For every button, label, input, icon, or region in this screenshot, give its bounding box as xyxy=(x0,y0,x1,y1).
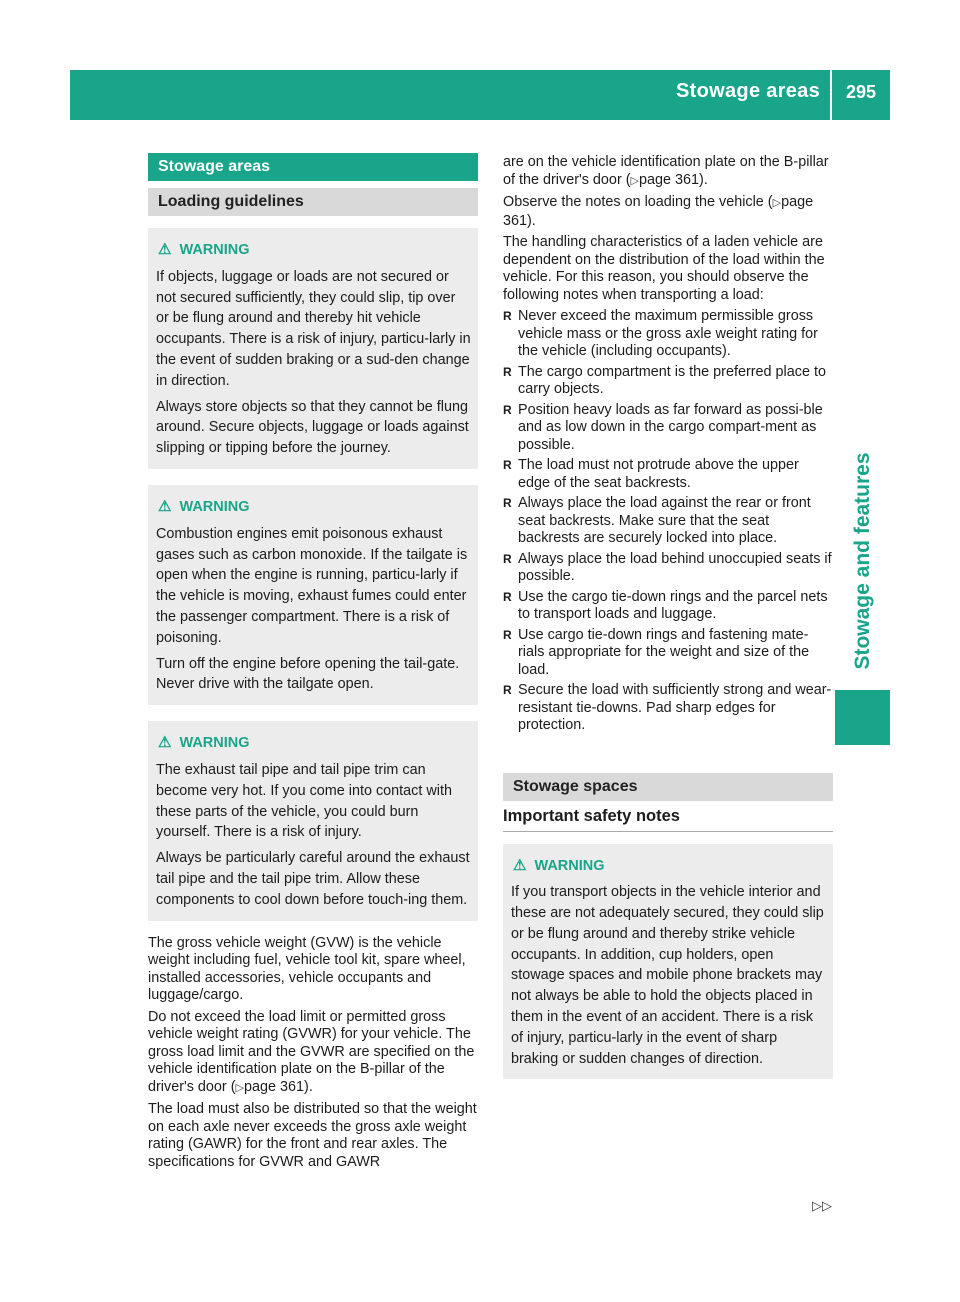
warning-heading xyxy=(156,733,472,754)
body-paragraph: The load must also be distributed so that the weight on each axle never exceeds the gross axle weight rating (GAWR) for the front and rear axles. The specifications for GVWR and GAWR xyxy=(148,1101,477,1170)
warning-paragraph: Always be particularly careful around the exhaust tail pipe and the tail pipe trim. Allow these components to cool down before touch-ing them. xyxy=(156,850,470,908)
warning-paragraph: If you transport objects in the vehicle interior and these are not adequately secured, they could slip or be flung around and thereby strike vehicle occupants. In addition, cup holders, open stowage spaces and mobile phone brackets may not always be able to hold the objects placed in them in the event of an accident. There is a risk of injury, particu-larly in the event of sharp braking or sudden changes of direction. xyxy=(511,884,824,1067)
list-item: R Use the cargo tie-down rings and the parcel nets to transport loads and luggage. xyxy=(503,589,833,624)
body-paragraph: Do not exceed the load limit or permitted gross vehicle weight rating (GVWR) for your vehicle. The gross load limit and the GVWR are specified on the vehicle identification plate on the B-pillar of the driver's door (▷page 361). xyxy=(148,1008,475,1095)
list-item: R The load must not protrude above the upper edge of the seat backrests. xyxy=(503,457,833,492)
body-text xyxy=(503,154,833,304)
warning-paragraph: The exhaust tail pipe and tail pipe trim can become very hot. If you come into contact with these parts of the vehicle, you could burn yourself. There is a risk of injury. xyxy=(156,761,452,841)
warning-paragraph: If objects, luggage or loads are not secured or not secured sufficiently, they could slip, tip over or be flung around and thereby hit vehicle occupants. There is a risk of injury, particu-larly in the event of sudden braking or a sud-den change in direction. xyxy=(156,268,471,389)
page-header xyxy=(70,70,890,120)
page-number: 295 xyxy=(845,82,876,102)
list-item: R Never exceed the maximum permissible gross vehicle mass or the gross axle weight rating for the vehicle (including occupants). xyxy=(503,308,833,361)
page-reference-link[interactable]: page 361 xyxy=(639,171,700,188)
header-title: Stowage areas xyxy=(676,80,820,102)
warning-paragraph: Combustion engines emit poisonous exhaust gases such as carbon monoxide. If the tailgate is open when the engine is running, particu-larly if the vehicle is moving, exhaust fumes could enter the passenger compartment. There is a risk of poisoning. xyxy=(156,525,468,646)
warning-label: WARNING xyxy=(534,857,605,874)
subsection-title: Loading guidelines xyxy=(148,188,478,216)
list-item: R Use cargo tie-down rings and fastening mate-rials appropriate for the weight and size of the load. xyxy=(503,627,833,680)
side-chapter-marker xyxy=(835,690,890,745)
warning-box xyxy=(148,721,478,920)
right-column xyxy=(503,154,833,1079)
body-paragraph: are on the vehicle identification plate on the B-pillar of the driver's door (▷page 361). xyxy=(503,154,829,188)
header-divider xyxy=(830,70,832,120)
warning-triangle-icon: ⚠ xyxy=(513,856,527,874)
warning-heading xyxy=(156,240,472,261)
left-column xyxy=(148,153,478,1175)
page-ref-arrow-icon: ▷ xyxy=(235,1081,244,1094)
warning-heading xyxy=(156,497,472,518)
section-title: Stowage areas xyxy=(148,153,478,181)
warning-triangle-icon: ⚠ xyxy=(158,241,172,258)
warning-label: WARNING xyxy=(179,242,250,258)
warning-triangle-icon: ⚠ xyxy=(158,734,172,752)
loading-notes-list xyxy=(503,308,833,735)
list-item: R Position heavy loads as far forward as possi-ble and as low down in the cargo compart-ment as possible. xyxy=(503,402,833,455)
list-item: R The cargo compartment is the preferred place to carry objects. xyxy=(503,364,833,399)
page-ref-arrow-icon: ▷ xyxy=(630,174,639,187)
body-paragraph: The gross vehicle weight (GVW) is the vehicle weight including fuel, vehicle tool kit, spare wheel, installed accessories, vehicle occupants and luggage/cargo. xyxy=(148,934,466,1004)
warning-paragraph: Turn off the engine before opening the tail-gate. Never drive with the tailgate open. xyxy=(156,655,460,693)
list-item: R Always place the load against the rear or front seat backrests. Make sure that the seat backrests are securely locked into place. xyxy=(503,495,833,548)
subheading: Important safety notes xyxy=(503,801,833,832)
warning-heading xyxy=(511,856,827,877)
side-chapter-label: Stowage and features xyxy=(851,452,874,670)
body-paragraph: Observe the notes on loading the vehicle (▷page 361). xyxy=(503,194,814,229)
section-title: Stowage spaces xyxy=(503,773,833,801)
warning-box xyxy=(148,485,478,705)
page-ref-arrow-icon: ▷ xyxy=(772,197,782,209)
body-paragraph: The handling characteristics of a laden vehicle are dependent on the distribution of the load within the vehicle. For this reason, you should observe the following notes when transporting a load: xyxy=(503,234,825,303)
warning-paragraph: Always store objects so that they cannot be flung around. Secure objects, luggage or loads against slipping or tipping before the journey. xyxy=(156,398,469,457)
warning-box xyxy=(148,228,478,469)
warning-label: WARNING xyxy=(179,735,250,752)
side-chapter-tab xyxy=(835,434,890,689)
list-item: R Secure the load with sufficiently strong and wear-resistant tie-downs. Pad sharp edges for protection. xyxy=(503,682,833,735)
page-reference-link[interactable]: page 361 xyxy=(244,1078,305,1095)
warning-triangle-icon: ⚠ xyxy=(158,497,172,515)
body-text xyxy=(148,935,478,1172)
warning-label: WARNING xyxy=(179,498,250,515)
warning-box xyxy=(503,844,833,1080)
list-item: R Always place the load behind unoccupied seats if possible. xyxy=(503,551,833,586)
page-reference-link[interactable]: page 361 xyxy=(503,194,814,229)
continue-arrows-icon: ▷▷ xyxy=(812,1198,832,1213)
